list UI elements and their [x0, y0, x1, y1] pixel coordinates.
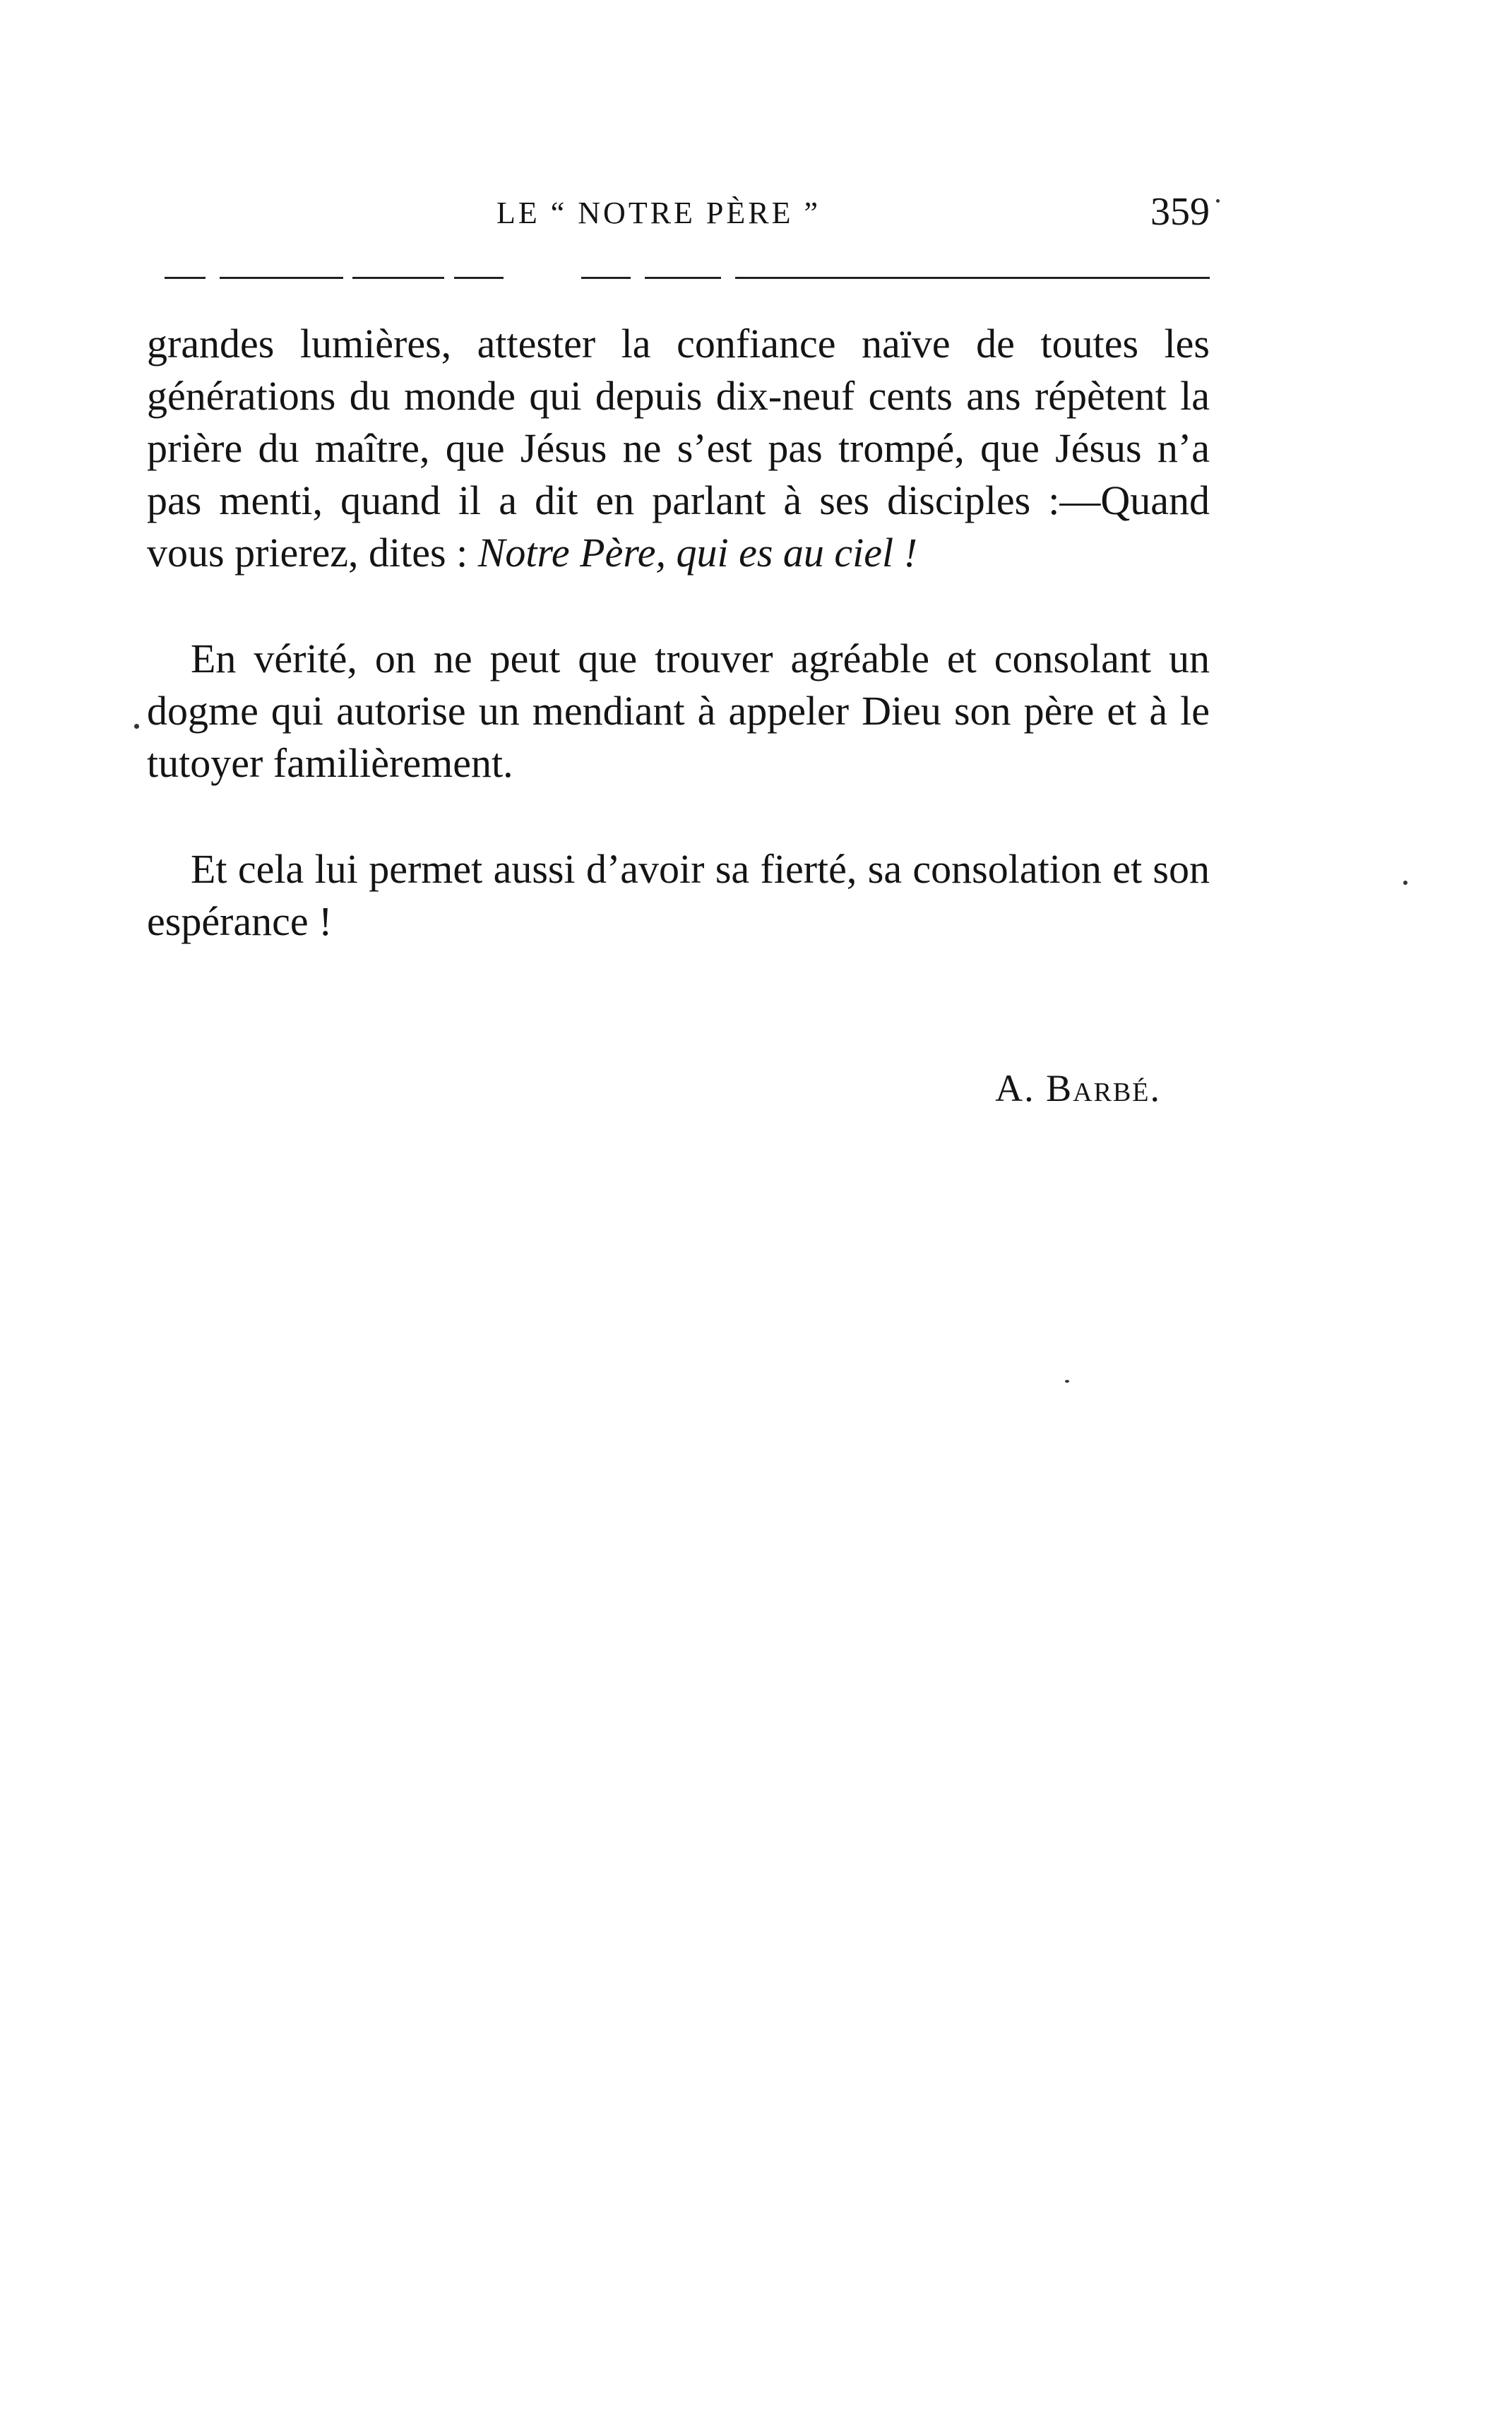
scan-speck [1403, 881, 1407, 885]
scan-speck [1216, 199, 1220, 203]
paragraph-en-verite: En vérité, on ne peut que trouver agréable et consolant un dogme qui autorise un mendiant à appeler Dieu son père et à le tutoyer familièrement. [147, 636, 1210, 786]
page-header [165, 189, 1210, 246]
page-number: 359 [1150, 190, 1210, 234]
scan-speck [134, 724, 139, 729]
italic-quote: Notre Père, qui es au ciel ! [477, 530, 917, 576]
running-title: LE “ NOTRE PÈRE ” [496, 196, 821, 230]
scan-speck [1065, 1380, 1069, 1383]
paragraph-et-cela: Et cela lui permet aussi d’avoir sa fierté, sa consolation et son espérance ! [147, 846, 1210, 944]
author-signature: A. Barbé. [995, 1067, 1161, 1109]
paragraph-continued [147, 318, 1210, 579]
body-text [147, 318, 1210, 948]
paragraph-continued-text: grandes lumières, attester la confiance naïve de toutes les générations du monde qui depuis dix-neuf cents ans répètent la prière du maître, que Jésus ne s’est pas trompé, que Jésus n’a pas menti, quand il a dit en parlant à ses disciples :—Quand vous prierez, dites : [147, 321, 1210, 576]
header-rule [165, 277, 1210, 280]
